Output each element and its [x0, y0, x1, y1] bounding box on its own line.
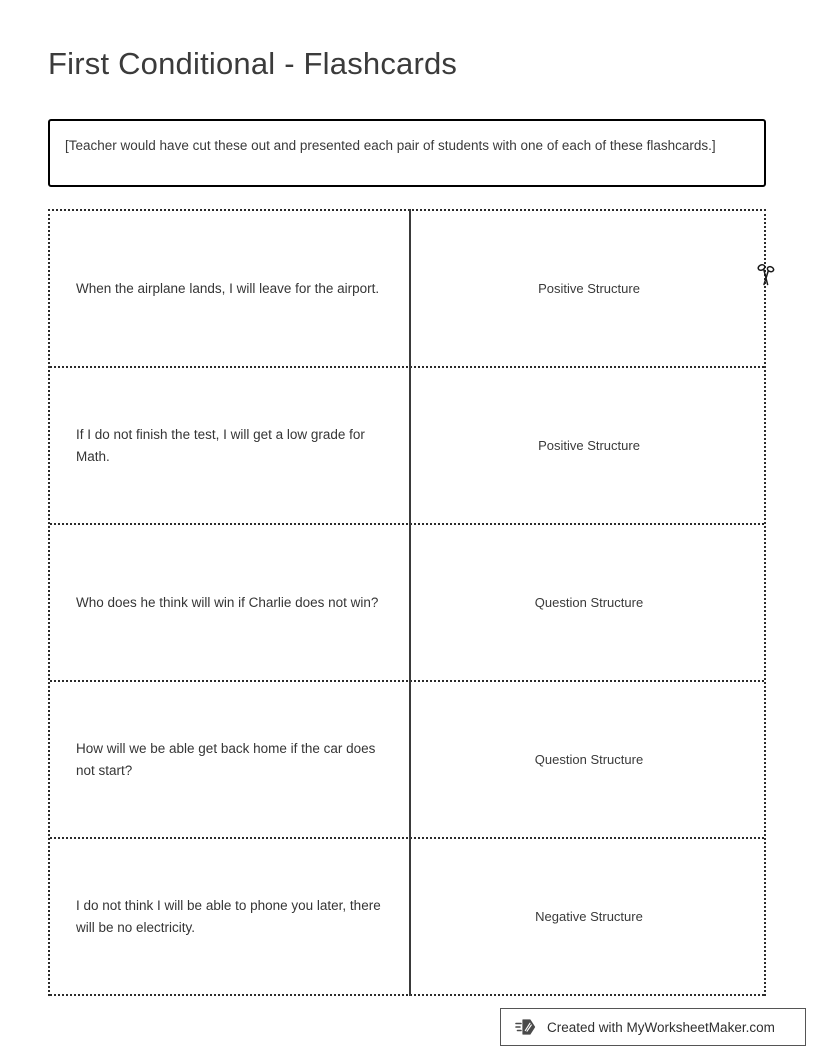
flashcard-structure-cell — [410, 368, 764, 523]
flashcard-structure-label: Question Structure — [534, 752, 644, 767]
flashcard-structure-cell — [410, 211, 764, 366]
flashcard-row — [50, 211, 764, 368]
page-title: First Conditional - Flashcards — [48, 46, 458, 81]
flashcard-row — [50, 682, 764, 839]
flashcard-row — [50, 368, 764, 525]
footer-attribution-badge[interactable] — [500, 1008, 806, 1046]
flashcard-sentence-cell — [50, 211, 410, 366]
flashcard-sentence-cell — [50, 525, 410, 680]
flashcard-structure-cell — [410, 525, 764, 680]
flashcard-divider — [409, 523, 411, 682]
flashcard-row — [50, 839, 764, 996]
flashcard-divider — [409, 680, 411, 839]
instruction-box — [48, 119, 766, 187]
flashcard-structure-label: Positive Structure — [538, 281, 640, 296]
flashcard-sentence-cell — [50, 368, 410, 523]
footer-attribution-text: Created with MyWorksheetMaker.com — [547, 1019, 775, 1035]
flashcard-structure-cell — [410, 839, 764, 994]
flashcard-sentence: If I do not finish the test, I will get a low grade for Math. — [76, 426, 365, 464]
flashcard-divider — [409, 209, 411, 368]
flashcards-grid — [48, 209, 766, 996]
flashcard-structure-label: Positive Structure — [538, 438, 640, 453]
worksheet-maker-logo-icon — [515, 1015, 539, 1039]
flashcard-structure-label: Question Structure — [534, 595, 644, 610]
flashcard-row — [50, 525, 764, 682]
flashcard-divider — [409, 837, 411, 996]
flashcard-sentence: I do not think I will be able to phone you later, there will be no electricity. — [76, 897, 381, 935]
flashcard-sentence-cell — [50, 839, 410, 994]
flashcard-sentence-cell — [50, 682, 410, 837]
flashcard-structure-cell — [410, 682, 764, 837]
instruction-text: [Teacher would have cut these out and presented each pair of students with one of each of these flashcards.] — [65, 138, 716, 153]
flashcard-sentence: How will we be able get back home if the car does not start? — [76, 740, 376, 778]
flashcard-structure-label: Negative Structure — [535, 909, 643, 924]
flashcard-divider — [409, 366, 411, 525]
flashcard-sentence: Who does he think will win if Charlie does not win? — [76, 594, 379, 610]
flashcard-sentence: When the airplane lands, I will leave for the airport. — [76, 280, 380, 296]
scissors-icon — [753, 259, 779, 289]
